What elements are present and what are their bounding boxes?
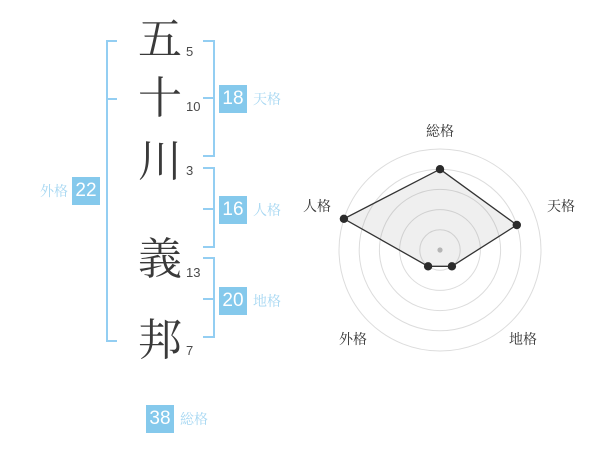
jinkaku-badge: 16 [219, 196, 247, 224]
radar-axis-label: 地格 [509, 331, 537, 347]
gaikaku-label: 外格 [40, 183, 68, 199]
tenkaku-badge: 18 [219, 85, 247, 113]
kaku-radar-chart [295, 110, 585, 360]
radar-axis-label: 外格 [339, 331, 367, 347]
chikaku-label: 地格 [253, 293, 281, 309]
soukaku-badge: 38 [146, 405, 174, 433]
name-character: 五 [138, 15, 182, 64]
radar-data-point [513, 221, 521, 229]
stroke-count: 5 [186, 44, 194, 59]
name-character: 十 [138, 74, 182, 123]
name-character: 義 [138, 235, 182, 284]
stroke-count: 13 [186, 265, 201, 280]
radar-data-point [424, 262, 432, 270]
stroke-count: 7 [186, 343, 194, 358]
radar-axis-label: 総格 [426, 123, 454, 139]
name-character: 川 [138, 137, 182, 186]
radar-axis-label: 人格 [303, 198, 331, 214]
radar-data-point [448, 262, 456, 270]
stroke-count: 10 [186, 99, 201, 114]
radar-data-point [436, 165, 444, 173]
radar-center-dot [437, 247, 442, 252]
gaikaku-badge: 22 [72, 177, 100, 205]
stroke-count: 3 [186, 163, 194, 178]
chikaku-badge: 20 [219, 287, 247, 315]
radar-data-point [340, 215, 348, 223]
soukaku-label: 総格 [180, 411, 208, 427]
radar-polygon [344, 169, 517, 266]
jinkaku-label: 人格 [253, 202, 281, 218]
tenkaku-label: 天格 [253, 91, 281, 107]
name-character: 邦 [138, 316, 182, 365]
radar-axis-label: 天格 [547, 198, 575, 214]
